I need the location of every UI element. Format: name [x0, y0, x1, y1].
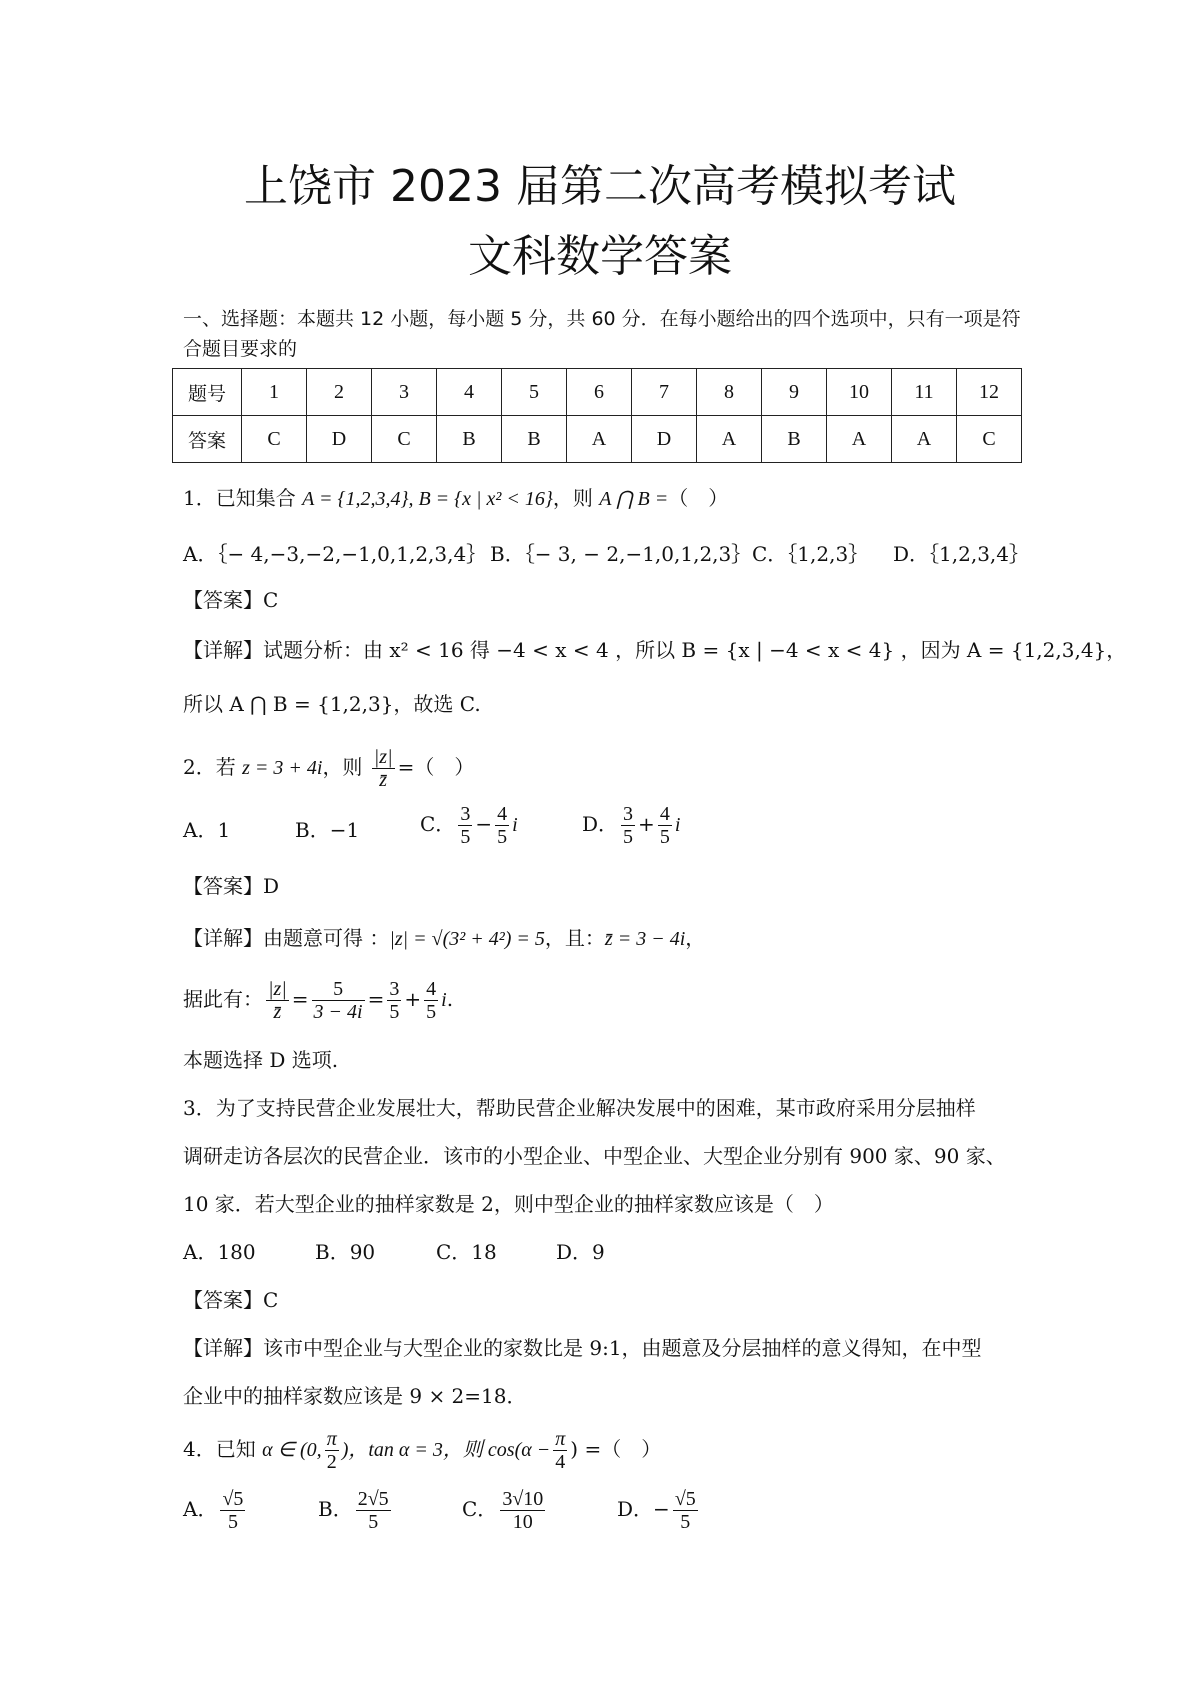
- fraction-numerator: 3: [460, 803, 471, 825]
- q1-detail-line1: [183, 636, 1126, 664]
- fraction: [325, 1428, 339, 1473]
- fraction: [312, 978, 365, 1023]
- q2-detail-text: 由题意可得 ：: [263, 926, 390, 950]
- imaginary-unit: i: [441, 989, 447, 1011]
- fraction: [553, 1428, 567, 1473]
- fraction: [495, 803, 509, 848]
- fraction-numerator: |z|: [373, 746, 393, 768]
- fraction-numerator: 4: [659, 803, 670, 825]
- q1-detail-line2: 所以 A ⋂ B = {1,2,3}，故选 C.: [183, 692, 481, 716]
- fraction: [387, 978, 401, 1023]
- fraction-denominator: z̄: [273, 1001, 282, 1023]
- question-number: 9: [762, 369, 827, 416]
- imaginary-unit: i: [674, 814, 681, 836]
- q3-detail-text: 该市中型企业与大型企业的家数比是 9:1，由题意及分层抽样的意义得知，在中型: [263, 1336, 982, 1360]
- answer-cell: A: [567, 416, 632, 463]
- fraction: [458, 803, 472, 848]
- question-number: 8: [697, 369, 762, 416]
- fraction-denominator: 10: [512, 1511, 533, 1533]
- fraction: [658, 803, 672, 848]
- q3-stem-line1: 3．为了支持民营企业发展壮大，帮助民营企业解决发展中的困难，某市政府采用分层抽样: [183, 1096, 976, 1120]
- fraction-denominator: 5: [426, 1001, 437, 1023]
- q2-detail-text-end: ，: [685, 926, 706, 950]
- q2-detail-line3: 本题选择 D 选项.: [183, 1048, 339, 1072]
- fraction-denominator: 4: [555, 1451, 566, 1473]
- fraction-numerator: 4: [426, 978, 437, 1000]
- page-title: 上饶市 2023 届第二次高考模拟考试: [244, 161, 956, 212]
- q1-option-d: D．｛1,2,3,4｝: [893, 542, 1030, 566]
- operator: −: [475, 812, 493, 836]
- fraction: [500, 1488, 545, 1533]
- q3-option-a: A．180: [183, 1240, 256, 1264]
- fraction-numerator: |z|: [268, 978, 287, 1000]
- q2-detail-math: |z| = √(3² + 4²) = 5: [389, 928, 545, 950]
- q2-detail-line1: [183, 924, 705, 953]
- q1-stem-math-2: A ⋂ B =: [599, 488, 669, 510]
- fraction-numerator: π: [555, 1428, 566, 1450]
- fraction-numerator: 3: [623, 803, 634, 825]
- q2-option-a: A．1: [183, 818, 231, 842]
- q2-stem-math: z = 3 + 4i: [242, 757, 323, 779]
- q1-stem-blank: （ ）: [668, 486, 729, 510]
- option-label: D．: [582, 812, 619, 836]
- question-number: 3: [372, 369, 437, 416]
- question-number: 4: [437, 369, 502, 416]
- answer-cell: A: [892, 416, 957, 463]
- fraction-numerator: 2√5: [357, 1488, 389, 1510]
- option-label: C．: [420, 812, 456, 836]
- fraction-numerator: √5: [674, 1488, 696, 1510]
- fraction: [266, 978, 289, 1023]
- q4-option-b: [318, 1488, 394, 1533]
- fraction-denominator: 2: [326, 1451, 337, 1473]
- answer-tag: 【答案】: [183, 588, 263, 612]
- detail-tag: 【详解】: [183, 638, 263, 662]
- q1-stem: [183, 484, 728, 513]
- option-label: B．: [318, 1497, 353, 1521]
- answer-cell: A: [827, 416, 892, 463]
- q2-detail-text-mid: ，且：: [544, 926, 605, 950]
- question-number: 12: [957, 369, 1022, 416]
- question-number: 5: [502, 369, 567, 416]
- q3-detail-line1: [183, 1334, 982, 1362]
- answer-table-answer-row: [173, 416, 1022, 463]
- q3-answer: [183, 1286, 278, 1314]
- q4-stem: [183, 1428, 661, 1473]
- q3-option-d: D．9: [556, 1240, 605, 1264]
- fraction-denominator: z̄: [379, 769, 388, 791]
- q2-detail-math-2: z̄ = 3 − 4i: [604, 928, 686, 950]
- fraction-denominator: 5: [497, 826, 508, 848]
- answer-table-number-row: [173, 369, 1022, 416]
- imaginary-unit: i: [512, 814, 518, 836]
- answer-cell: C: [957, 416, 1022, 463]
- q3-option-c: C．18: [436, 1240, 497, 1264]
- fraction-numerator: 3√10: [502, 1488, 544, 1510]
- q3-option-b: B．90: [315, 1240, 376, 1264]
- q2-option-b: B．−1: [295, 818, 360, 842]
- q4-option-d: [617, 1488, 701, 1533]
- fraction-numerator: 5: [312, 978, 365, 1001]
- page-subtitle: 文科数学答案: [468, 231, 732, 282]
- option-label: A．: [183, 1497, 218, 1521]
- option-label: C．: [462, 1497, 498, 1521]
- q1-stem-text: 1．已知集合: [183, 486, 303, 510]
- q2-stem-fraction: [372, 746, 395, 791]
- answer-tag: 【答案】: [183, 874, 263, 898]
- fraction-denominator: 5: [680, 1511, 691, 1533]
- q2-stem-text-mid: ，则: [322, 755, 369, 779]
- fraction: [673, 1488, 698, 1533]
- question-number: 10: [827, 369, 892, 416]
- q4-stem-text: 4．已知: [183, 1437, 263, 1461]
- question-number: 6: [567, 369, 632, 416]
- q2-stem-blank: =（ ）: [397, 755, 475, 779]
- fraction-denominator: 3 − 4i: [313, 1001, 363, 1023]
- q1-answer-value: C: [263, 588, 279, 612]
- q3-answer-value: C: [263, 1288, 279, 1312]
- fraction-numerator: π: [326, 1428, 337, 1450]
- question-number: 7: [632, 369, 697, 416]
- answer-table: [172, 368, 1022, 463]
- q1-option-b: B．｛− 3, − 2,−1,0,1,2,3｝: [490, 542, 752, 566]
- fraction-numerator: √5: [222, 1488, 244, 1510]
- q3-detail-line2: 企业中的抽样家数应该是 9 × 2=18．: [183, 1384, 527, 1408]
- answer-cell: B: [437, 416, 502, 463]
- answer-cell: C: [372, 416, 437, 463]
- q4-stem-math: α ∈ (0,: [262, 1439, 322, 1461]
- q2-option-c: [420, 803, 518, 848]
- fraction-denominator: 5: [623, 826, 634, 848]
- q1-detail-text: 试题分析：由 x² < 16 得 −4 < x < 4 ，所以 B = {x | −4 < x < 4} ，因为 A = {1,2,3,4}，: [263, 638, 1127, 662]
- question-number: 11: [892, 369, 957, 416]
- q2-detail-text: 据此有：: [183, 987, 263, 1011]
- q1-stem-math: A = {1,2,3,4}, B = {x | x² < 16}: [302, 488, 553, 510]
- answer-cell: C: [242, 416, 307, 463]
- answer-tag: 【答案】: [183, 1288, 263, 1312]
- question-number: 2: [307, 369, 372, 416]
- answer-cell: B: [502, 416, 567, 463]
- answer-cell: B: [762, 416, 827, 463]
- fraction: [356, 1488, 391, 1533]
- fraction-numerator: 4: [497, 803, 508, 825]
- operator: −: [653, 1497, 670, 1521]
- fraction-denominator: 5: [368, 1511, 379, 1533]
- q4-stem-blank: ) =（ ）: [570, 1437, 662, 1461]
- q1-answer: [183, 586, 278, 614]
- q3-stem-line2: 调研走访各层次的民营企业．该市的小型企业、中型企业、大型企业分别有 900 家、90 家、: [183, 1144, 1006, 1168]
- fraction-denominator: 5: [389, 1001, 400, 1023]
- q2-stem: [183, 746, 474, 791]
- detail-tag: 【详解】: [183, 926, 263, 950]
- fraction-numerator: 3: [389, 978, 400, 1000]
- section-intro: 一、选择题：本题共 12 小题，每小题 5 分，共 60 分．在每小题给出的四个选项中，只有一项是符合题目要求的: [183, 308, 1021, 360]
- fraction: [220, 1488, 245, 1533]
- q4-option-a: [183, 1488, 248, 1533]
- q2-stem-text: 2．若: [183, 755, 243, 779]
- answer-cell: D: [307, 416, 372, 463]
- fraction-denominator: 5: [227, 1511, 238, 1533]
- detail-tag: 【详解】: [183, 1336, 263, 1360]
- row-label-answer: 答案: [173, 416, 242, 463]
- answer-cell: D: [632, 416, 697, 463]
- q1-option-a: A．｛− 4,−3,−2,−1,0,1,2,3,4｝: [183, 542, 487, 566]
- fraction: [621, 803, 635, 848]
- question-number: 1: [242, 369, 307, 416]
- answer-cell: A: [697, 416, 762, 463]
- operator: +: [638, 812, 655, 836]
- q3-stem-line3: 10 家．若大型企业的抽样家数是 2，则中型企业的抽样家数应该是（ ）: [183, 1192, 834, 1216]
- q4-stem-math-mid: )，tan α = 3，则 cos(α −: [341, 1439, 551, 1461]
- q4-option-c: [462, 1488, 548, 1533]
- row-label-number: 题号: [173, 369, 242, 416]
- q2-answer: [183, 872, 279, 900]
- q1-stem-text-mid: ，则: [552, 486, 600, 510]
- fraction-denominator: 5: [659, 826, 670, 848]
- q2-answer-value: D: [263, 874, 280, 898]
- q2-detail-line2: 据此有： $\frac{|z|}{z̄}$ = $\frac{5}{3 - 4i}$ = $\frac{3}{5}$ + $\frac{4}{5}$ i.: [183, 978, 454, 1023]
- fraction: [424, 978, 438, 1023]
- q1-option-c: C．｛1,2,3｝: [752, 542, 869, 566]
- option-label: D．: [617, 1497, 654, 1521]
- q2-option-d: [582, 803, 680, 848]
- fraction-denominator: 5: [460, 826, 471, 848]
